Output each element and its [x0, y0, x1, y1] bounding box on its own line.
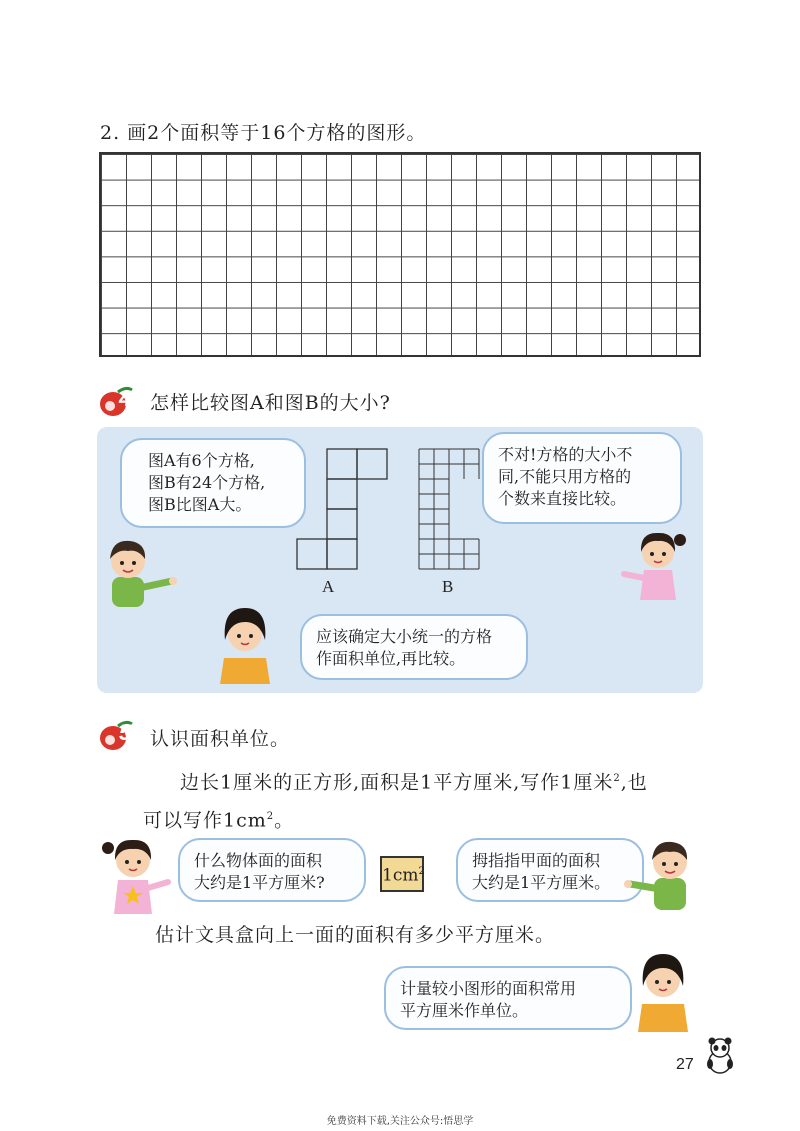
estimate-question: 估计文具盒向上一面的面积有多少平方厘米。 — [155, 924, 556, 946]
teacher-character-icon — [210, 600, 282, 684]
boy-speech-bubble — [120, 438, 306, 528]
teacher-tip-line: 平方厘米作单位。 — [400, 1001, 529, 1020]
section-5-number: 5 — [119, 720, 132, 745]
section-4-number: 4 — [119, 386, 132, 411]
panda-icon — [702, 1036, 738, 1076]
girl-question-line: 大约是1平方厘米? — [194, 873, 325, 892]
figure-a — [297, 449, 387, 569]
exercise-2-text: 2. 画2个面积等于16个方格的图形。 — [100, 122, 427, 144]
footer-note: 免费资料下载,关注公众号:悟思学 — [326, 1116, 474, 1127]
teacher-tip-character-icon — [628, 946, 700, 1032]
section-4-title: 怎样比较图A和图B的大小? — [150, 392, 391, 414]
teacher-tip-line: 计量较小图形的面积常用 — [400, 979, 577, 998]
unit-definition-line-1: 边长1厘米的正方形,面积是1平方厘米,写作1厘米$^2$,也 — [180, 771, 648, 794]
girl-question-bubble — [178, 838, 366, 902]
girl-bubble-line: 不对!方格的大小不 — [498, 445, 633, 464]
boy-answer-line: 拇指指甲面的面积 — [472, 851, 601, 870]
boy-right-character-icon — [624, 834, 704, 914]
boy-bubble-line: 图A有6个方格, — [148, 451, 255, 470]
girl-bubble-line: 个数来直接比较。 — [498, 489, 627, 508]
girl-bubble-line: 同,不能只用方格的 — [498, 467, 632, 486]
teacher-bubble-line: 作面积单位,再比较。 — [316, 649, 466, 668]
figure-a-label: A — [322, 577, 335, 596]
unit-definition-line-2: 可以写作$1cm^2$。 — [143, 809, 295, 832]
teacher-tip-bubble — [384, 966, 632, 1030]
boy-answer-line: 大约是1平方厘米。 — [472, 873, 611, 892]
boy-character-icon — [98, 533, 178, 613]
boy-answer-bubble — [456, 838, 644, 902]
girl-character-icon — [618, 524, 698, 608]
section-5-title: 认识面积单位。 — [150, 728, 291, 750]
girl-speech-bubble — [482, 432, 682, 524]
boy-bubble-line: 图B有24个方格, — [148, 473, 266, 492]
boy-bubble-line: 图B比图A大。 — [148, 495, 252, 514]
teacher-bubble-line: 应该确定大小统一的方格 — [316, 627, 493, 646]
figure-b — [419, 449, 479, 569]
page-number: 27 — [676, 1056, 694, 1073]
figures-a-b — [290, 445, 495, 605]
figure-b-label: B — [442, 577, 454, 596]
teacher-speech-bubble — [300, 614, 528, 680]
girl-question-line: 什么物体面的面积 — [194, 851, 323, 870]
one-square-cm-box: $1cm^2$ — [380, 856, 424, 892]
drawing-grid[interactable] — [99, 152, 701, 357]
girl-left-character-icon — [96, 830, 174, 916]
